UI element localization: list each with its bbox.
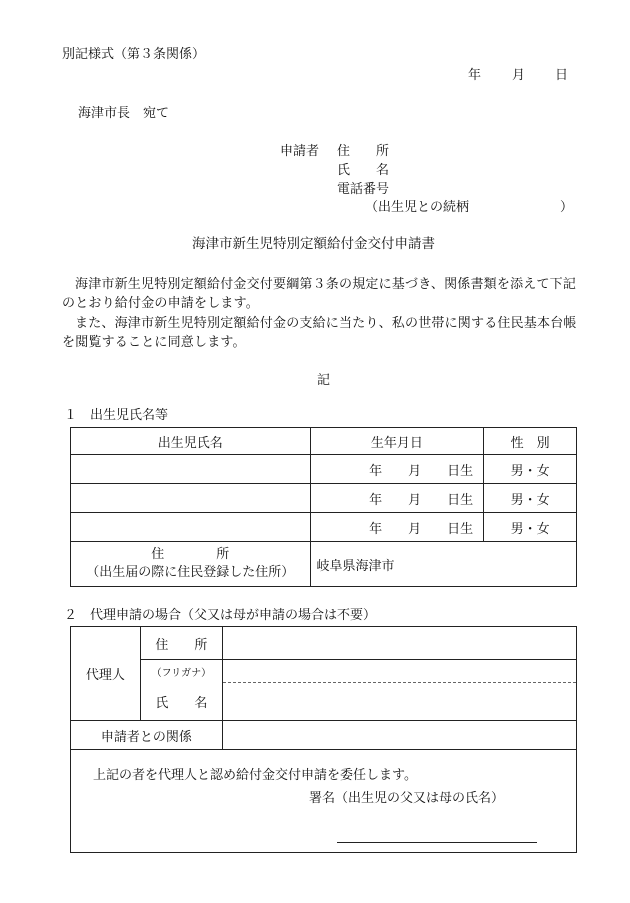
delegation-text: 上記の者を代理人と認め給付金交付申請を委任します。: [93, 768, 417, 783]
birth-date-cell[interactable]: 年 月 日生: [310, 455, 484, 484]
section1-heading: １ 出生児氏名等: [64, 408, 169, 423]
birth-date-cell[interactable]: 年 月 日生: [310, 513, 484, 542]
birth-date-cell[interactable]: 年 月 日生: [310, 484, 484, 513]
newborn-name-cell[interactable]: [71, 455, 311, 484]
relation-row: [71, 721, 577, 750]
applicant-relation: （出生児との続柄 ）: [365, 200, 574, 215]
newborn-name-cell[interactable]: [71, 484, 311, 513]
agent-name-label: 氏 名: [140, 682, 222, 721]
address-value: 岐阜県海津市: [316, 558, 395, 574]
sex-cell[interactable]: 男・女: [484, 484, 577, 513]
address-label-cell: [71, 542, 311, 587]
agent-furigana-field[interactable]: [222, 660, 576, 683]
address-note: （出生届の際に住民登録した住所）: [86, 565, 295, 580]
body-paragraph-2: また、海津市新生児特別定額給付金の支給に当たり、私の世帯に関する住民基本台帳を閲覧することに同意します。: [62, 316, 577, 350]
newborn-table-header: [71, 428, 577, 455]
ki-label: 記: [317, 373, 331, 388]
applicant-label: 申請者: [280, 144, 320, 159]
date-month: 月: [512, 68, 526, 83]
agent-furigana-row: [71, 660, 577, 683]
newborn-table: [70, 427, 577, 587]
newborn-name-cell[interactable]: [71, 513, 311, 542]
sex-cell[interactable]: 男・女: [484, 513, 577, 542]
agent-table: [70, 626, 577, 853]
date-day: 日: [555, 68, 569, 83]
address-value-cell[interactable]: [310, 542, 576, 587]
applicant-address: 住 所: [337, 144, 390, 159]
applicant-name: 氏 名: [337, 163, 390, 178]
agent-label: 代理人: [85, 668, 125, 683]
agent-address-row: [71, 627, 577, 660]
sex-cell[interactable]: 男・女: [484, 455, 577, 484]
page-title: 海津市新生児特別定額給付金交付申請書: [192, 236, 435, 252]
table-row: [71, 484, 577, 513]
agent-name-field[interactable]: [222, 682, 576, 721]
addressee: 海津市長 宛て: [78, 106, 170, 121]
delegation-cell: [71, 750, 577, 853]
section2-heading: ２ 代理申請の場合（父又は母が申請の場合は不要）: [64, 608, 377, 623]
body-paragraph-1: 海津市新生児特別定額給付金交付要綱第３条の規定に基づき、関係書類を添えて下記のとおり給付金の申請をします。: [62, 277, 577, 311]
agent-name-row: [71, 682, 577, 721]
signature-line[interactable]: [337, 842, 537, 843]
agent-furigana-label: （フリガナ）: [140, 660, 222, 683]
table-row: [71, 513, 577, 542]
agent-address-field[interactable]: [222, 627, 576, 660]
header-newborn-name: 出生児氏名: [71, 428, 311, 455]
address-row: [71, 542, 577, 587]
relation-field[interactable]: [222, 721, 576, 750]
form-label: 別記様式（第３条関係）: [62, 47, 206, 62]
delegation-row: [71, 750, 577, 853]
signature-label: 署名（出生児の父又は母の氏名）: [309, 791, 505, 806]
header-sex: 性 別: [484, 428, 577, 455]
agent-label-cell: [71, 627, 141, 721]
relation-label: 申請者との関係: [71, 721, 223, 750]
applicant-phone: 電話番号: [337, 182, 390, 197]
agent-address-label: 住 所: [140, 627, 222, 660]
table-row: [71, 455, 577, 484]
address-label: 住 所: [151, 547, 230, 562]
header-birth-date: 生年月日: [310, 428, 484, 455]
date-year: 年: [468, 68, 482, 83]
